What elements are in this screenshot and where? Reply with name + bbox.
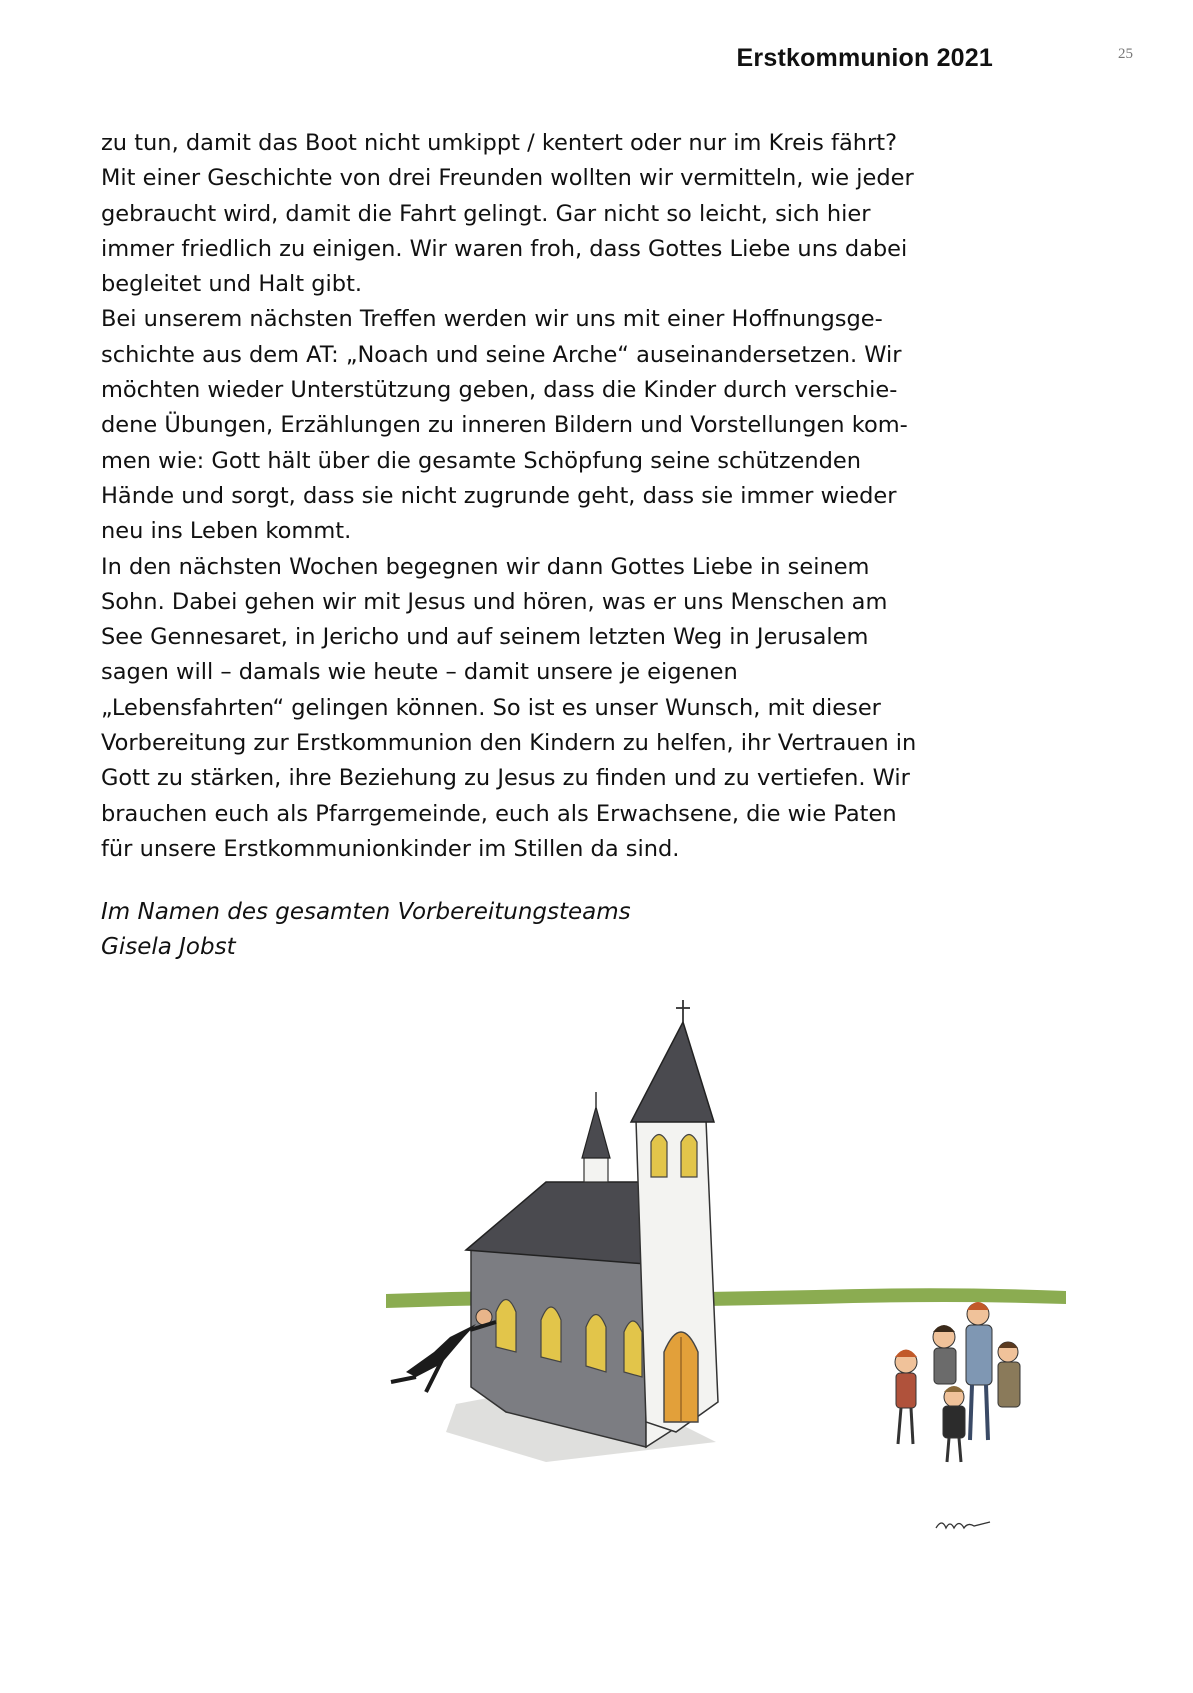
body-line: neu ins Leben kommt.: [101, 518, 352, 545]
body-line: für unsere Erstkommunionkinder im Stillen da sind.: [101, 835, 680, 862]
body-line: begleitet und Halt gibt.: [101, 271, 363, 298]
body-line: Sohn. Dabei gehen wir mit Jesus und hören, was er uns Menschen am: [101, 588, 888, 615]
body-line: See Gennesaret, in Jericho und auf seinem letzten Weg in Jerusalem: [101, 624, 869, 651]
body-line: schichte aus dem AT: „Noach und seine Arche“ auseinandersetzen. Wir: [101, 341, 902, 368]
body-line: immer friedlich zu einigen. Wir waren froh, dass Gottes Liebe uns dabei: [101, 235, 908, 262]
children-group: [895, 1302, 1020, 1462]
signature-author: Gisela Jobst: [101, 934, 236, 960]
body-line: men wie: Gott hält über die gesamte Schöpfung seine schützenden: [101, 447, 862, 474]
church-tower: [631, 1000, 718, 1432]
church-cartoon-illustration: [346, 992, 1072, 1558]
body-line: dene Übungen, Erzählungen zu inneren Bildern und Vorstellungen kom-: [101, 412, 908, 439]
body-line: Gott zu stärken, ihre Beziehung zu Jesus zu finden und zu vertiefen. Wir: [101, 765, 910, 792]
body-line: sagen will – damals wie heute – damit unsere je eigenen: [101, 659, 738, 686]
artist-signature: [936, 1522, 990, 1528]
body-line: möchten wieder Unterstützung geben, dass die Kinder durch verschie-: [101, 377, 898, 404]
signature-team: Im Namen des gesamten Vorbereitungsteams: [101, 899, 631, 925]
body-line: gebraucht wird, damit die Fahrt gelingt. Gar nicht so leicht, sich hier: [101, 200, 871, 227]
body-line: zu tun, damit das Boot nicht umkippt / kentert oder nur im Kreis fährt?: [101, 130, 898, 156]
body-line: Hände und sorgt, dass sie nicht zugrunde geht, dass sie immer wieder: [101, 482, 897, 509]
body-line: brauchen euch als Pfarrgemeinde, euch als Erwachsene, die wie Paten: [101, 800, 897, 827]
page-header: [0, 44, 1193, 84]
header-title: Erstkommunion 2021: [736, 44, 993, 72]
body-line: In den nächsten Wochen begegnen wir dann Gottes Liebe in seinem: [101, 553, 870, 580]
signature-block: [101, 895, 631, 965]
body-line: Vorbereitung zur Erstkommunion den Kindern zu helfen, ihr Vertrauen in: [101, 730, 917, 757]
body-line: „Lebensfahrten“ gelingen können. So ist es unser Wunsch, mit dieser: [101, 694, 881, 721]
article-body: [101, 126, 1101, 867]
body-line: Bei unserem nächsten Treffen werden wir uns mit einer Hoffnungsge-: [101, 306, 883, 333]
body-line: Mit einer Geschichte von drei Freunden wollten wir vermitteln, wie jeder: [101, 165, 914, 192]
page-number: 25: [1118, 46, 1133, 62]
